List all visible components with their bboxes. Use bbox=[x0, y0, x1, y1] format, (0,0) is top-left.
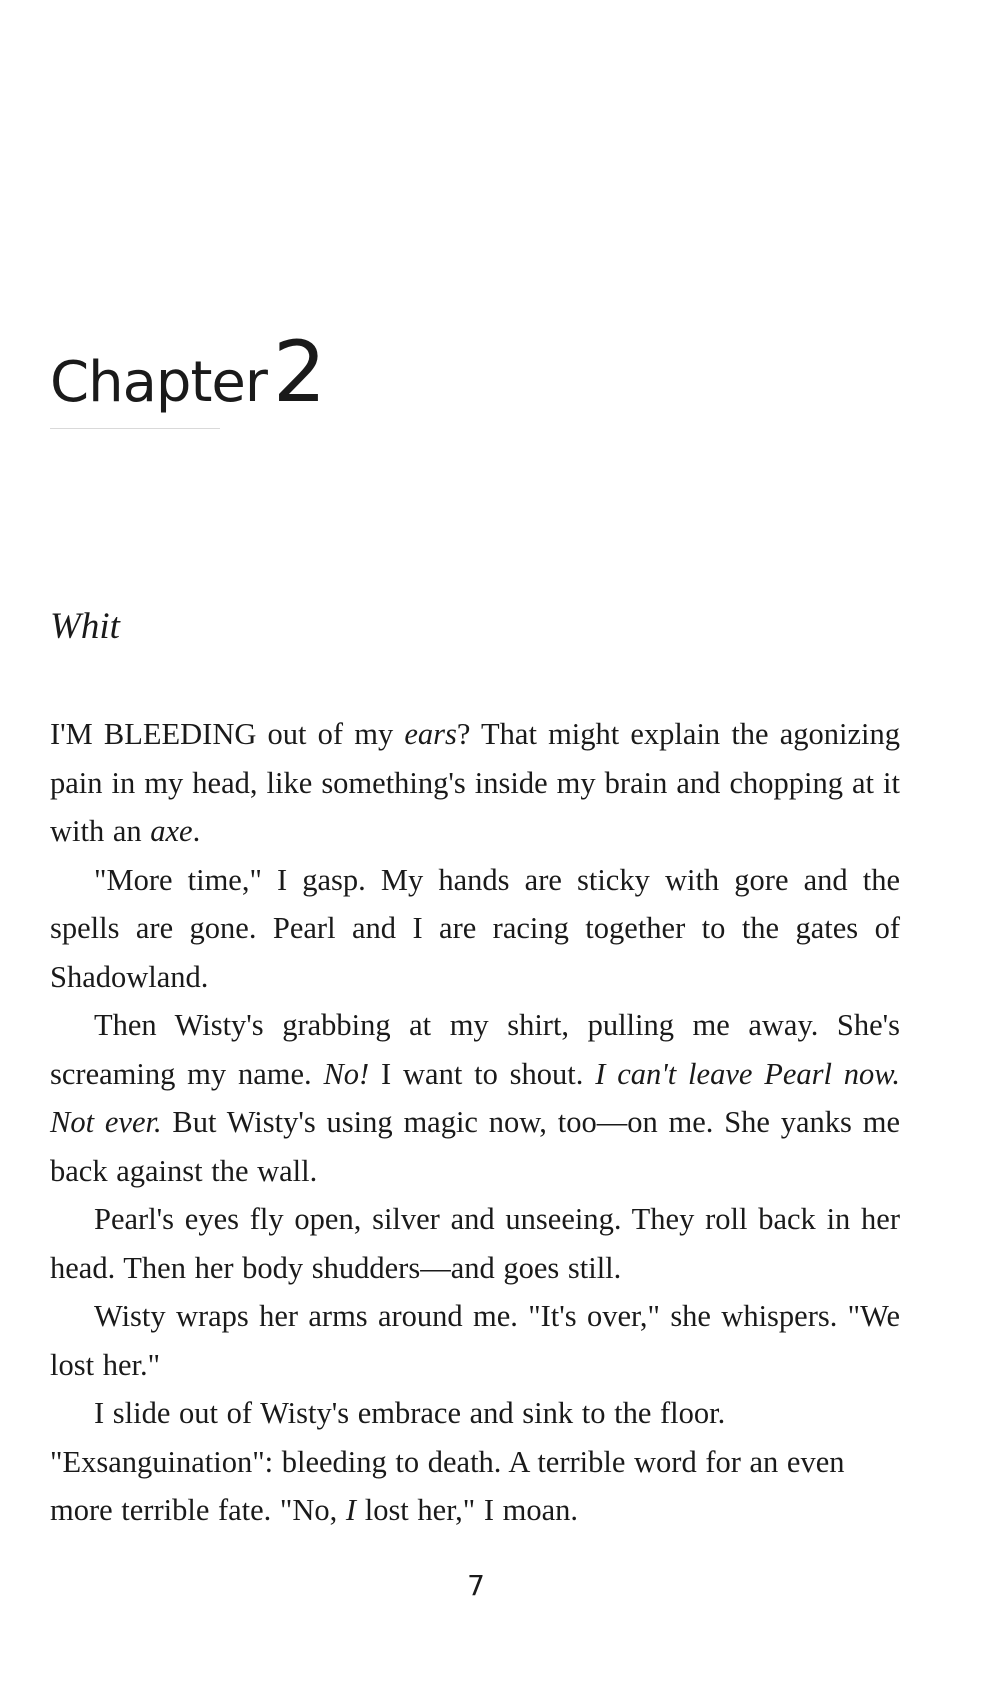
body-text bbox=[50, 710, 900, 1535]
emphasis-text: No! bbox=[323, 1056, 370, 1091]
paragraph: Wisty wraps her arms around me. "It's over," she whispers. "We lost her." bbox=[50, 1299, 900, 1382]
emphasis-text: I bbox=[345, 1493, 357, 1527]
chapter-number: 2 bbox=[272, 323, 326, 421]
narrator-name: Whit bbox=[50, 606, 120, 647]
paragraph: Pearl's eyes fly open, silver and unseeing. They roll back in her head. Then her body shudders—and goes still. bbox=[50, 1202, 900, 1285]
paragraph: Then Wisty's grabbing at my shirt, pulling me away. She's screaming my name. No! I want to shout. I can't leave Pearl now. Not ever. But Wisty's using magic now, too—on me. She yanks me back against the wall. bbox=[50, 1008, 901, 1188]
paragraph: I slide out of Wisty's embrace and sink to the floor. "Exsanguination": bleeding to death. A terrible word for an even more terrible fate. "No, I lost her," I moan. bbox=[50, 1396, 845, 1527]
paragraph: "More time," I gasp. My hands are sticky with gore and the spells are gone. Pearl and I are racing together to the gates of Shadowland. bbox=[50, 862, 900, 994]
emphasis-text: I can't leave Pearl now. Not ever. bbox=[50, 1056, 901, 1139]
chapter-word: Chapter bbox=[50, 350, 267, 415]
emphasis-text: axe bbox=[150, 814, 193, 848]
paragraph: I'M BLEEDING out of my ears? That might explain the agonizing pain in my head, like something's inside my brain and chopping at it with an axe. bbox=[50, 717, 900, 848]
chapter-divider bbox=[50, 428, 220, 429]
chapter-heading bbox=[50, 323, 326, 421]
emphasis-text: ears bbox=[404, 717, 457, 751]
page-number: 7 bbox=[467, 1569, 485, 1602]
